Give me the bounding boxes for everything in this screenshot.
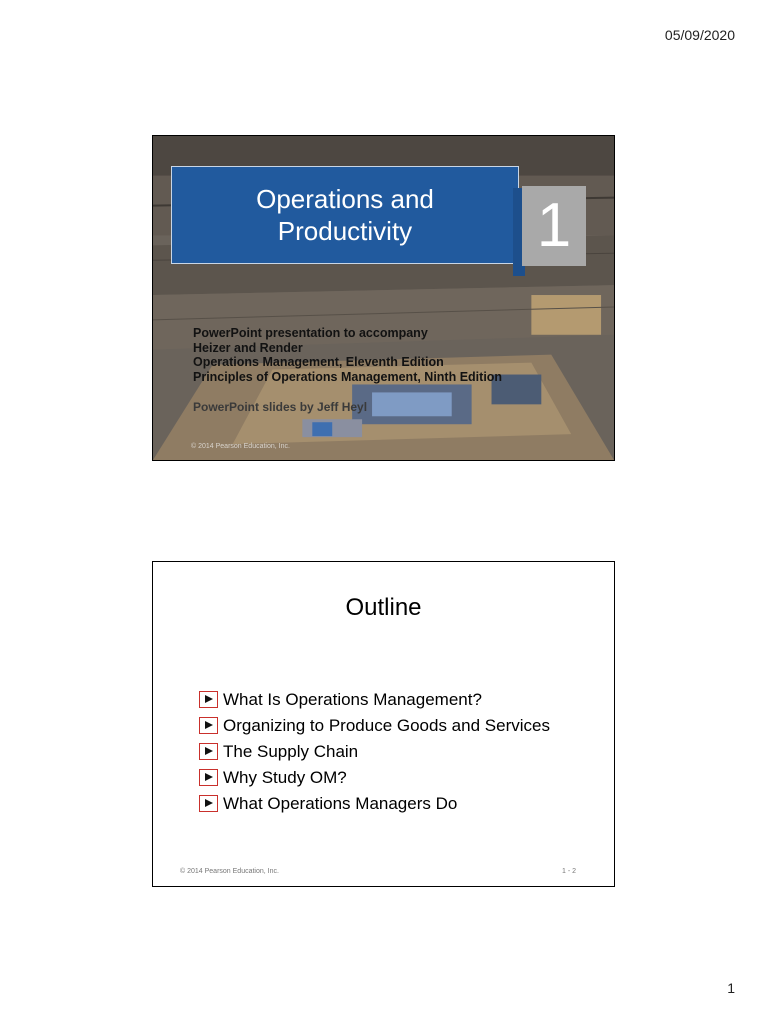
play-arrow-icon	[199, 691, 218, 708]
play-arrow-icon	[199, 769, 218, 786]
play-arrow-icon	[199, 717, 218, 734]
list-item-text: Organizing to Produce Goods and Services	[223, 716, 550, 735]
slides-credit: PowerPoint slides by Jeff Heyl	[193, 400, 368, 414]
presentation-line: Principles of Operations Management, Ninth Edition	[193, 369, 503, 384]
list-item	[199, 690, 589, 710]
outline-slide	[152, 561, 615, 887]
list-item	[199, 742, 589, 762]
list-item-text: What Operations Managers Do	[223, 794, 458, 813]
page-number: 1	[727, 980, 735, 996]
list-item-text: Why Study OM?	[223, 768, 347, 787]
list-item	[199, 768, 589, 788]
chapter-box	[522, 186, 586, 266]
chapter-number: 1	[536, 191, 572, 260]
outline-title: Outline	[345, 594, 422, 621]
title-slide	[152, 135, 615, 461]
slide-title: Operations and Productivity	[256, 184, 434, 246]
play-arrow-icon	[199, 743, 218, 760]
outline-list	[199, 690, 589, 820]
presentation-info	[193, 326, 502, 384]
slide2-copyright: © 2014 Pearson Education, Inc.	[180, 868, 279, 875]
title-box	[171, 166, 519, 264]
presentation-line: Heizer and Render	[193, 340, 303, 355]
list-item	[199, 716, 589, 736]
list-item-text: What Is Operations Management?	[223, 690, 482, 709]
list-item	[199, 794, 589, 814]
presentation-line: Operations Management, Eleventh Edition	[193, 355, 444, 369]
page-date: 05/09/2020	[664, 27, 735, 43]
slide1-copyright: © 2014 Pearson Education, Inc.	[191, 443, 290, 450]
presentation-line: PowerPoint presentation to accompany	[193, 326, 428, 340]
list-item-text: The Supply Chain	[223, 742, 359, 761]
play-arrow-icon	[199, 795, 218, 812]
slide-number: 1 - 2	[561, 868, 576, 875]
